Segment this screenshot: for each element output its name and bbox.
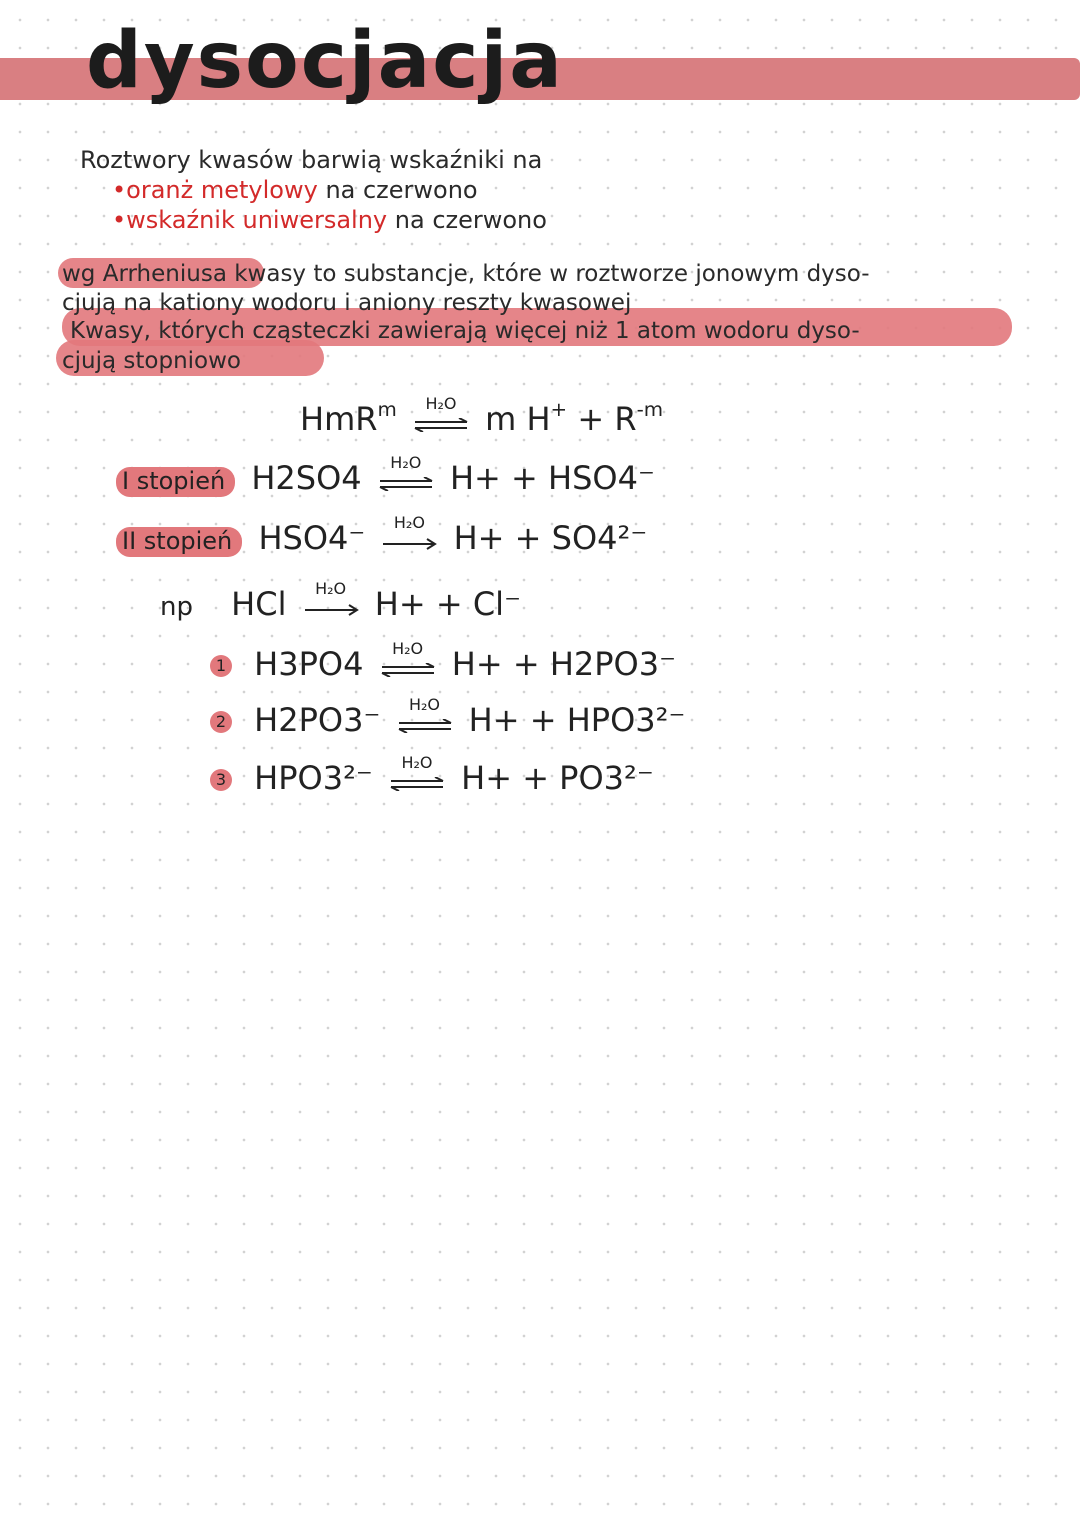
example-label: np <box>160 592 193 622</box>
eq-general-right-sup: + <box>550 398 568 421</box>
definition-line-2: cjują na kationy wodoru i aniony reszty kwasowej <box>62 290 632 316</box>
definition-line-4: cjują stopniowo <box>62 348 242 374</box>
definition-line-3: Kwasy, których cząsteczki zawierają więcej niż 1 atom wodoru dyso- <box>70 318 860 344</box>
eq-p2-left: H2PO3⁻ <box>254 701 381 739</box>
eq-step-2-left: HSO4⁻ <box>258 519 366 557</box>
arrow-label: H₂O <box>408 695 441 714</box>
eq-step-1-right: H+ + HSO4⁻ <box>449 459 655 497</box>
eq-general-right: m H <box>485 399 551 438</box>
intro-heading: Roztwory kwasów barwią wskaźniki na <box>80 146 543 174</box>
bullet-2-color: na czerwono <box>394 206 547 234</box>
arrow-label: H₂O <box>392 639 424 658</box>
equation-step-1 <box>116 453 655 497</box>
arrow-label: H₂O <box>401 753 433 772</box>
equation-general <box>300 393 664 438</box>
bullet-1-indicator: oranż metylowy <box>126 176 318 204</box>
eq-step-2-right: H+ + SO4²⁻ <box>453 519 648 557</box>
page-title: dysocjacja <box>86 16 564 106</box>
step-1-badge: I stopień <box>116 467 235 497</box>
equilibrium-arrow <box>413 393 469 436</box>
equation-phosphoric-1 <box>210 639 676 683</box>
arrow-label: H₂O <box>315 579 347 598</box>
eq-p3-left: HPO3²⁻ <box>254 759 373 797</box>
equilibrium-arrow <box>397 695 453 737</box>
bullet-2-indicator: wskaźnik uniwersalny <box>126 206 388 234</box>
arrow-label: H₂O <box>393 513 425 532</box>
bullet-1-marker: • <box>112 176 127 204</box>
eq-general-left: HmR <box>300 399 378 438</box>
eq-p2-right: H+ + HPO3²⁻ <box>468 701 686 739</box>
eq-general-right2: + R <box>577 399 637 438</box>
step-number-badge: 2 <box>210 711 232 733</box>
equilibrium-arrow <box>380 639 436 681</box>
equilibrium-arrow <box>378 453 434 495</box>
definition-line-1: wg Arrheniusa kwasy to substancje, które w roztworze jonowym dyso- <box>62 261 870 287</box>
equation-hcl <box>160 579 521 623</box>
forward-arrow <box>381 513 437 555</box>
eq-general-right2-sup: -m <box>636 398 664 421</box>
equation-phosphoric-3 <box>210 753 654 797</box>
intro-bullet-2 <box>112 208 547 232</box>
eq-p1-left: H3PO4 <box>254 645 364 683</box>
eq-step-1-left: H2SO4 <box>251 459 362 497</box>
eq-general-left-sup: m <box>377 398 397 421</box>
forward-arrow <box>303 579 359 621</box>
eq-hcl-right: H+ + Cl⁻ <box>374 585 521 623</box>
arrow-label: H₂O <box>425 393 457 413</box>
eq-p3-right: H+ + PO3²⁻ <box>461 759 654 797</box>
equation-phosphoric-2 <box>210 695 686 739</box>
equation-step-2 <box>116 513 648 557</box>
intro-bullet-1 <box>112 178 478 202</box>
bullet-2-marker: • <box>112 206 127 234</box>
bullet-1-color: na czerwono <box>325 176 478 204</box>
equilibrium-arrow <box>389 753 445 795</box>
eq-hcl-left: HCl <box>231 585 287 623</box>
eq-p1-right: H+ + H2PO3⁻ <box>451 645 676 683</box>
step-2-badge: II stopień <box>116 527 242 557</box>
step-number-badge: 3 <box>210 769 232 791</box>
step-number-badge: 1 <box>210 655 232 677</box>
arrow-label: H₂O <box>390 453 422 472</box>
